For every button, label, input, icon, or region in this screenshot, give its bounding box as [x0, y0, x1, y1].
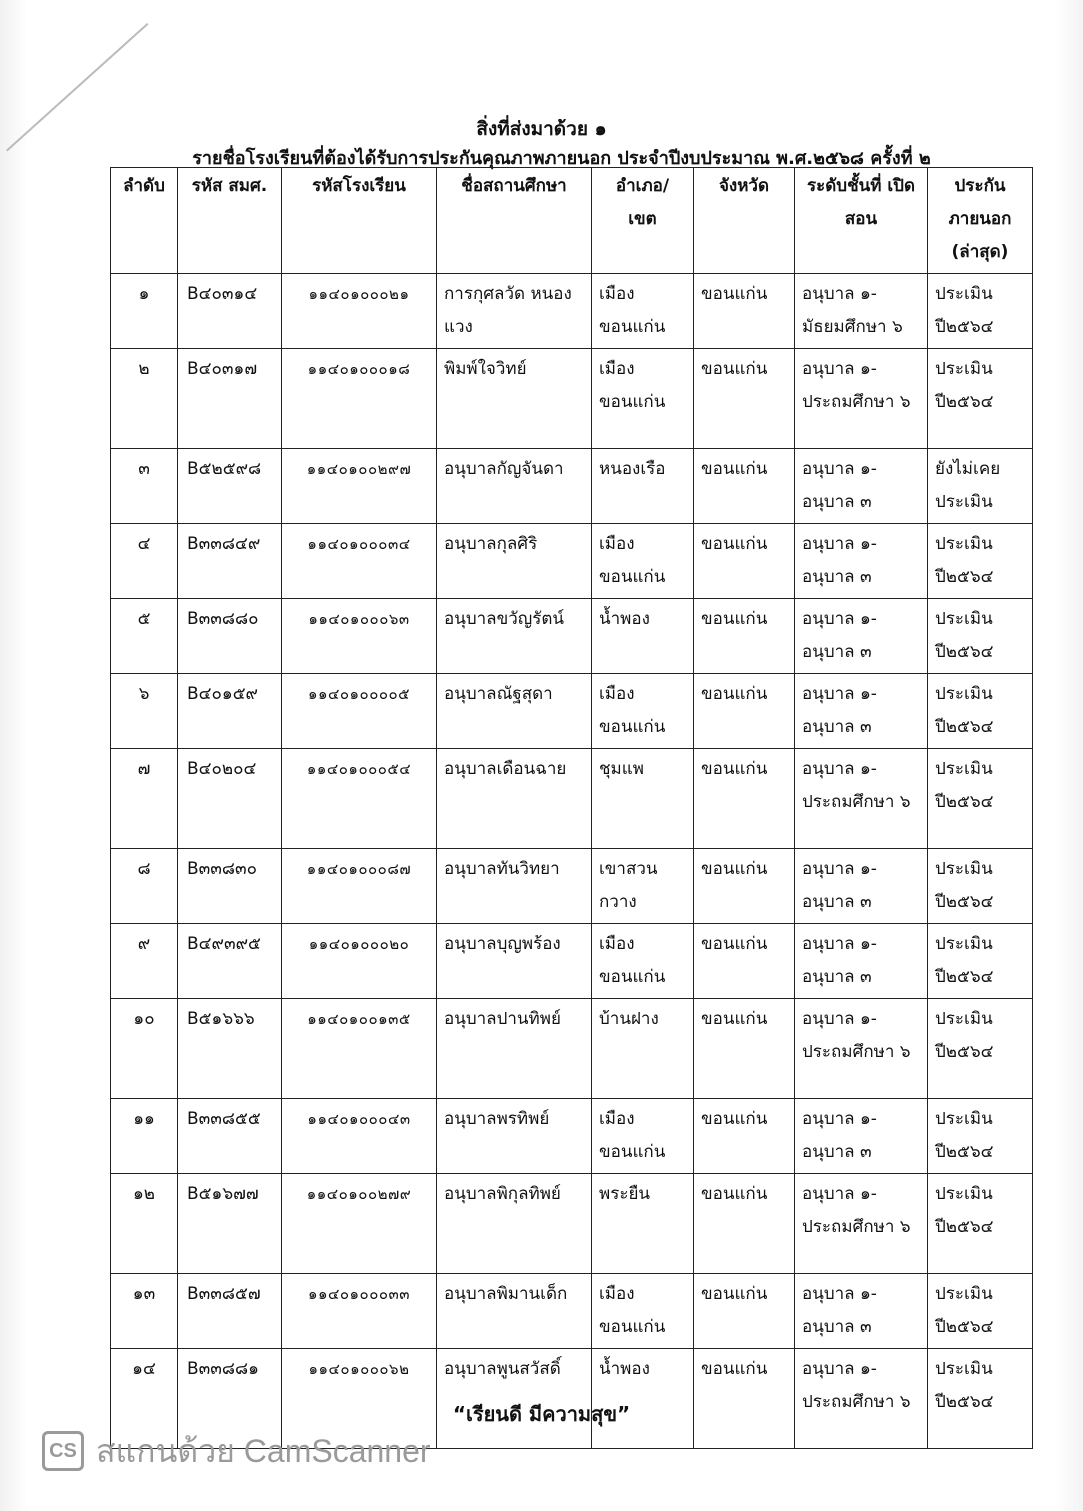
cell-order: ๓ [111, 449, 178, 524]
cell-onesqa-code: B๔๐๒๐๔ [178, 749, 282, 849]
cell-province: ขอนแก่น [694, 524, 795, 599]
cell-assessment: ประเมิน ปี๒๕๖๔ [928, 999, 1033, 1099]
cell-school-code: ๑๑๔๐๑๐๐๐๓๓ [282, 1274, 437, 1349]
table-row [111, 274, 1033, 349]
cell-province: ขอนแก่น [694, 749, 795, 849]
cell-assessment: ประเมิน ปี๒๕๖๔ [928, 1099, 1033, 1174]
cell-levels: อนุบาล ๑- อนุบาล ๓ [795, 674, 928, 749]
cell-district: เมือง ขอนแก่น [592, 1099, 694, 1174]
table-row [111, 999, 1033, 1099]
table-row [111, 1174, 1033, 1274]
cell-province: ขอนแก่น [694, 1274, 795, 1349]
cell-onesqa-code: B๔๐๑๕๙ [178, 674, 282, 749]
cell-school-code: ๑๑๔๐๑๐๐๒๗๙ [282, 1174, 437, 1274]
cell-district: เมือง ขอนแก่น [592, 1274, 694, 1349]
table-row [111, 349, 1033, 449]
cell-assessment: ประเมิน ปี๒๕๖๔ [928, 1349, 1033, 1449]
cell-levels: อนุบาล ๑- อนุบาล ๓ [795, 599, 928, 674]
cell-district: พระยืน [592, 1174, 694, 1274]
cell-district: เมือง ขอนแก่น [592, 524, 694, 599]
cell-school-code: ๑๑๔๐๑๐๐๐๓๔ [282, 524, 437, 599]
cell-order: ๑๒ [111, 1174, 178, 1274]
cell-levels: อนุบาล ๑- อนุบาล ๓ [795, 449, 928, 524]
cell-order: ๑๓ [111, 1274, 178, 1349]
cell-school-name: อนุบาลบุญพร้อง [437, 924, 592, 999]
cell-onesqa-code: B๕๒๕๙๘ [178, 449, 282, 524]
cell-school-code: ๑๑๔๐๑๐๐๐๐๕ [282, 674, 437, 749]
cell-order: ๔ [111, 524, 178, 599]
cell-district: ชุมแพ [592, 749, 694, 849]
cell-levels: อนุบาล ๑- ประถมศึกษา ๖ [795, 1174, 928, 1274]
cell-province: ขอนแก่น [694, 1349, 795, 1449]
attachment-heading: สิ่งที่ส่งมาด้วย ๑ [476, 118, 607, 140]
cell-province: ขอนแก่น [694, 349, 795, 449]
cell-levels: อนุบาล ๑- อนุบาล ๓ [795, 849, 928, 924]
table-row [111, 924, 1033, 999]
cell-school-code: ๑๑๔๐๑๐๐๐๒๑ [282, 274, 437, 349]
cell-province: ขอนแก่น [694, 674, 795, 749]
cell-order: ๘ [111, 849, 178, 924]
cell-district: เขาสวน กวาง [592, 849, 694, 924]
cell-district: เมือง ขอนแก่น [592, 349, 694, 449]
cell-order: ๑๔ [111, 1349, 178, 1449]
cell-onesqa-code: B๓๓๘๔๙ [178, 524, 282, 599]
cell-school-name: อนุบาลพิกุลทิพย์ [437, 1174, 592, 1274]
cell-order: ๙ [111, 924, 178, 999]
cell-onesqa-code: B๕๑๖๖๖ [178, 999, 282, 1099]
cell-province: ขอนแก่น [694, 999, 795, 1099]
cell-onesqa-code: B๓๓๘๕๕ [178, 1099, 282, 1174]
cell-district: เมือง ขอนแก่น [592, 674, 694, 749]
cell-onesqa-code: B๔๐๓๑๗ [178, 349, 282, 449]
table-row [111, 674, 1033, 749]
table-row [111, 1099, 1033, 1174]
cell-district: น้ำพอง [592, 599, 694, 674]
cell-assessment: ยังไม่เคย ประเมิน [928, 449, 1033, 524]
cell-district: น้ำพอง [592, 1349, 694, 1449]
cell-onesqa-code: B๔๙๓๙๕ [178, 924, 282, 999]
cell-levels: อนุบาล ๑- อนุบาล ๓ [795, 524, 928, 599]
cell-assessment: ประเมิน ปี๒๕๖๔ [928, 749, 1033, 849]
camscanner-watermark [42, 1428, 431, 1474]
cell-school-code: ๑๑๔๐๑๐๐๐๔๓ [282, 1099, 437, 1174]
table-body [111, 274, 1033, 1449]
cell-levels: อนุบาล ๑- ประถมศึกษา ๖ [795, 999, 928, 1099]
header-school-code: รหัสโรงเรียน [282, 168, 437, 274]
cell-order: ๒ [111, 349, 178, 449]
cell-district: หนองเรือ [592, 449, 694, 524]
cell-school-code: ๑๑๔๐๑๐๐๐๕๔ [282, 749, 437, 849]
header-assessment: ประกัน ภายนอก (ล่าสุด) [928, 168, 1033, 274]
cell-district: บ้านฝาง [592, 999, 694, 1099]
cell-levels: อนุบาล ๑- ประถมศึกษา ๖ [795, 349, 928, 449]
table-row [111, 599, 1033, 674]
cell-school-name: อนุบาลพรทิพย์ [437, 1099, 592, 1174]
cell-assessment: ประเมิน ปี๒๕๖๔ [928, 674, 1033, 749]
cell-province: ขอนแก่น [694, 449, 795, 524]
cell-levels: อนุบาล ๑- ประถมศึกษา ๖ [795, 1349, 928, 1449]
cell-onesqa-code: B๔๐๓๑๔ [178, 274, 282, 349]
cell-order: ๑๐ [111, 999, 178, 1099]
cell-onesqa-code: B๓๓๘๘๑ [178, 1349, 282, 1449]
cell-assessment: ประเมิน ปี๒๕๖๔ [928, 274, 1033, 349]
cell-order: ๖ [111, 674, 178, 749]
camscanner-logo-icon: CS [42, 1431, 84, 1471]
table-row [111, 1274, 1033, 1349]
cell-school-name: การกุศลวัด หนองแวง [437, 274, 592, 349]
table-row [111, 849, 1033, 924]
cell-assessment: ประเมิน ปี๒๕๖๔ [928, 349, 1033, 449]
cell-assessment: ประเมิน ปี๒๕๖๔ [928, 1274, 1033, 1349]
cell-order: ๕ [111, 599, 178, 674]
cell-levels: อนุบาล ๑- ประถมศึกษา ๖ [795, 749, 928, 849]
cell-order: ๗ [111, 749, 178, 849]
cell-school-name: อนุบาลขวัญรัตน์ [437, 599, 592, 674]
cell-district: เมือง ขอนแก่น [592, 274, 694, 349]
cell-onesqa-code: B๓๓๘๓๐ [178, 849, 282, 924]
cell-onesqa-code: B๕๑๖๗๗ [178, 1174, 282, 1274]
cell-order: ๑ [111, 274, 178, 349]
cell-assessment: ประเมิน ปี๒๕๖๔ [928, 1174, 1033, 1274]
cell-levels: อนุบาล ๑- อนุบาล ๓ [795, 924, 928, 999]
table-header-row [111, 168, 1033, 274]
cell-assessment: ประเมิน ปี๒๕๖๔ [928, 599, 1033, 674]
cell-school-name: อนุบาลปานทิพย์ [437, 999, 592, 1099]
cell-school-code: ๑๑๔๐๑๐๐๐๒๐ [282, 924, 437, 999]
table-row [111, 524, 1033, 599]
cell-assessment: ประเมิน ปี๒๕๖๔ [928, 524, 1033, 599]
watermark-text: สแกนด้วย CamScanner [96, 1432, 431, 1469]
cell-school-name: พิมพ์ใจวิทย์ [437, 349, 592, 449]
table-row [111, 749, 1033, 849]
cell-school-name: อนุบาลณัฐสุดา [437, 674, 592, 749]
cell-school-code: ๑๑๔๐๑๐๐๒๙๗ [282, 449, 437, 524]
cell-province: ขอนแก่น [694, 849, 795, 924]
cell-levels: อนุบาล ๑- มัธยมศึกษา ๖ [795, 274, 928, 349]
header-order: ลำดับ [111, 168, 178, 274]
cell-district: เมือง ขอนแก่น [592, 924, 694, 999]
school-table [110, 167, 1033, 1449]
cell-onesqa-code: B๓๓๘๘๐ [178, 599, 282, 674]
cell-province: ขอนแก่น [694, 1099, 795, 1174]
cell-onesqa-code: B๓๓๘๕๗ [178, 1274, 282, 1349]
cell-school-code: ๑๑๔๐๑๐๐๐๖๒ [282, 1349, 437, 1449]
header-district: อำเภอ/ เขต [592, 168, 694, 274]
cell-school-code: ๑๑๔๐๑๐๐๐๘๗ [282, 849, 437, 924]
cell-province: ขอนแก่น [694, 1174, 795, 1274]
cell-assessment: ประเมิน ปี๒๕๖๔ [928, 849, 1033, 924]
header-province: จังหวัด [694, 168, 795, 274]
cell-school-name: อนุบาลพิมานเด็ก [437, 1274, 592, 1349]
cell-school-name: อนุบาลกัญจันดา [437, 449, 592, 524]
cell-assessment: ประเมิน ปี๒๕๖๔ [928, 924, 1033, 999]
document-title: รายชื่อโรงเรียนที่ต้องได้รับการประกันคุณภาพภายนอก ประจำปีงบประมาณ พ.ศ.๒๕๖๘ ครั้งที่ ๒ [192, 148, 931, 169]
header-school-name: ชื่อสถานศึกษา [437, 168, 592, 274]
cell-school-name: อนุบาลพูนสวัสดิ์ [437, 1349, 592, 1449]
cell-school-code: ๑๑๔๐๑๐๐๐๑๘ [282, 349, 437, 449]
header-onesqa-code: รหัส สมศ. [178, 168, 282, 274]
cell-levels: อนุบาล ๑- อนุบาล ๓ [795, 1099, 928, 1174]
cell-province: ขอนแก่น [694, 924, 795, 999]
cell-province: ขอนแก่น [694, 274, 795, 349]
footer-motto: “เรียนดี มีความสุข” [452, 1402, 631, 1426]
cell-school-code: ๑๑๔๐๑๐๐๑๓๕ [282, 999, 437, 1099]
table-row [111, 449, 1033, 524]
cell-school-name: อนุบาลเดือนฉาย [437, 749, 592, 849]
cell-school-name: อนุบาลทันวิทยา [437, 849, 592, 924]
cell-school-name: อนุบาลกุลศิริ [437, 524, 592, 599]
cell-school-code: ๑๑๔๐๑๐๐๐๖๓ [282, 599, 437, 674]
header-levels: ระดับชั้นที่ เปิดสอน [795, 168, 928, 274]
cell-province: ขอนแก่น [694, 599, 795, 674]
cell-order: ๑๑ [111, 1099, 178, 1174]
cell-levels: อนุบาล ๑- อนุบาล ๓ [795, 1274, 928, 1349]
